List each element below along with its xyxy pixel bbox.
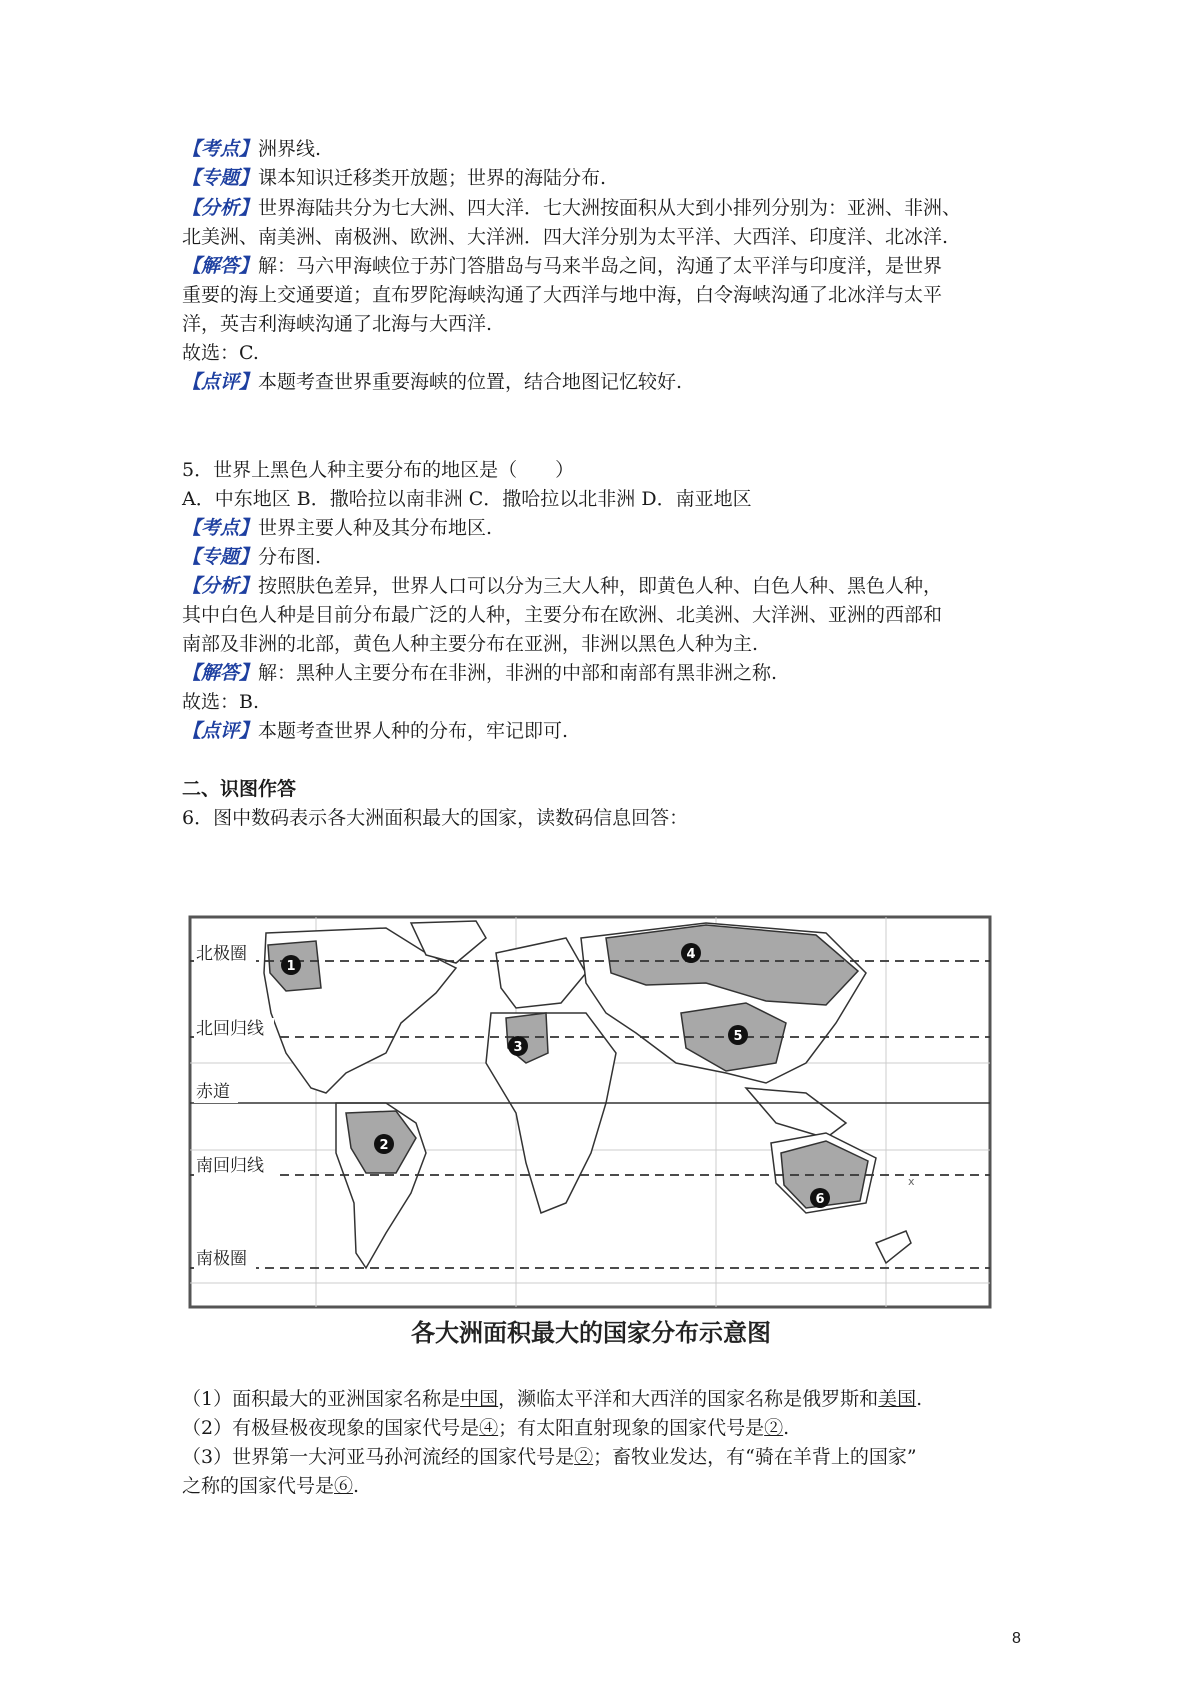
q6-answer-1: （1）面积最大的亚洲国家名称是中国，濒临太平洋和大西洋的国家名称是俄罗斯和美国. bbox=[182, 1388, 923, 1410]
q4-jieda-line2: 重要的海上交通要道；直布罗陀海峡沟通了大西洋与地中海，白令海峡沟通了北冰洋与太平 bbox=[182, 284, 943, 306]
q5-options: A．中东地区 B．撒哈拉以南非洲 C．撒哈拉以北非洲 D．南亚地区 bbox=[182, 488, 752, 510]
dianping-tag: 【点评】 bbox=[182, 371, 259, 393]
marker-3 bbox=[508, 1036, 528, 1056]
q4-jieda-line1: 【解答】解：马六甲海峡位于苏门答腊岛与马来半岛之间，沟通了太平洋与印度洋，是世界 bbox=[182, 255, 943, 277]
answer-code-4: ④ bbox=[479, 1417, 499, 1439]
marker-6 bbox=[810, 1188, 830, 1208]
q4-fenxi-line2: 北美洲、南美洲、南极洲、欧洲、大洋洲．四大洋分别为太平洋、大西洋、印度洋、北冰洋. bbox=[182, 226, 949, 248]
q5-answer: 故选：B. bbox=[182, 691, 260, 713]
q5-stem: 5．世界上黑色人种主要分布的地区是（ ） bbox=[182, 459, 575, 481]
page-number: 8 bbox=[1012, 1630, 1021, 1647]
svg-text:4: 4 bbox=[686, 947, 696, 962]
svg-text:3: 3 bbox=[513, 1040, 523, 1055]
q4-fenxi-line1: 【分析】世界海陆共分为七大洲、四大洋．七大洲按面积从大到小排列分别为：亚洲、非洲、 bbox=[182, 197, 962, 219]
answer-china: 中国 bbox=[460, 1388, 499, 1410]
zhuanti-tag: 【专题】 bbox=[182, 167, 259, 189]
svg-text:6: 6 bbox=[815, 1192, 825, 1207]
equator-label: 赤道 bbox=[196, 1082, 230, 1102]
q5-fenxi-line3: 南部及非洲的北部，黄色人种主要分布在亚洲，非洲以黑色人种为主. bbox=[182, 633, 759, 655]
zhuanti-tag: 【专题】 bbox=[182, 546, 259, 568]
q5-jieda: 【解答】解：黑种人主要分布在非洲，非洲的中部和南部有黑非洲之称. bbox=[182, 662, 778, 684]
svg-text:2: 2 bbox=[379, 1138, 389, 1153]
map-caption: 各大洲面积最大的国家分布示意图 bbox=[411, 1319, 771, 1347]
q6-answer-2: （2）有极昼极夜现象的国家代号是④；有太阳直射现象的国家代号是②. bbox=[182, 1417, 790, 1439]
section-title: 二、识图作答 bbox=[182, 778, 297, 800]
dianping-tag: 【点评】 bbox=[182, 720, 259, 742]
marker-1 bbox=[281, 955, 301, 975]
world-map-figure bbox=[186, 913, 996, 1393]
answer-code-6: ⑥ bbox=[334, 1475, 354, 1497]
q4-jieda-line3: 洋，英吉利海峡沟通了北海与大西洋. bbox=[182, 313, 493, 335]
q6-answer-3-line2: 之称的国家代号是⑥. bbox=[182, 1475, 360, 1497]
jieda-tag: 【解答】 bbox=[182, 662, 259, 684]
q5-fenxi-line1: 【分析】按照肤色差异，世界人口可以分为三大人种，即黄色人种、白色人种、黑色人种， bbox=[182, 575, 943, 597]
answer-code-2b: ② bbox=[574, 1446, 594, 1468]
kaodian-tag: 【考点】 bbox=[182, 517, 259, 539]
q5-kaodian: 【考点】世界主要人种及其分布地区. bbox=[182, 517, 493, 539]
q5-fenxi-line2: 其中白色人种是目前分布最广泛的人种，主要分布在欧洲、北美洲、大洋洲、亚洲的西部和 bbox=[182, 604, 943, 626]
q4-kaodian: 【考点】洲界线. bbox=[182, 138, 322, 160]
jieda-tag: 【解答】 bbox=[182, 255, 259, 277]
q5-dianping: 【点评】本题考查世界人种的分布，牢记即可. bbox=[182, 720, 569, 742]
answer-usa: 美国 bbox=[878, 1388, 917, 1410]
marker-4 bbox=[681, 943, 701, 963]
marker-2 bbox=[374, 1134, 394, 1154]
q4-answer: 故选：C. bbox=[182, 342, 259, 364]
marker-5 bbox=[728, 1025, 748, 1045]
antarctic-circle-label: 南极圈 bbox=[196, 1249, 247, 1269]
fenxi-tag: 【分析】 bbox=[182, 197, 259, 219]
svg-text:5: 5 bbox=[733, 1029, 743, 1044]
q5-zhuanti: 【专题】分布图. bbox=[182, 546, 322, 568]
fenxi-tag: 【分析】 bbox=[182, 575, 259, 597]
kaodian-tag: 【考点】 bbox=[182, 138, 259, 160]
svg-text:1: 1 bbox=[286, 959, 296, 974]
q4-zhuanti: 【专题】课本知识迁移类开放题；世界的海陆分布. bbox=[182, 167, 607, 189]
arctic-circle-label: 北极圈 bbox=[196, 944, 247, 964]
tropic-cancer-label: 北回归线 bbox=[196, 1019, 264, 1039]
map-x-mark: x bbox=[908, 1175, 915, 1188]
answer-code-2: ② bbox=[764, 1417, 784, 1439]
tropic-capricorn-label: 南回归线 bbox=[196, 1156, 264, 1176]
q4-dianping: 【点评】本题考查世界重要海峡的位置，结合地图记忆较好. bbox=[182, 371, 683, 393]
q6-stem: 6．图中数码表示各大洲面积最大的国家，读数码信息回答： bbox=[182, 807, 689, 829]
q6-answer-3-line1: （3）世界第一大河亚马孙河流经的国家代号是②；畜牧业发达，有“骑在羊背上的国家” bbox=[182, 1446, 917, 1468]
